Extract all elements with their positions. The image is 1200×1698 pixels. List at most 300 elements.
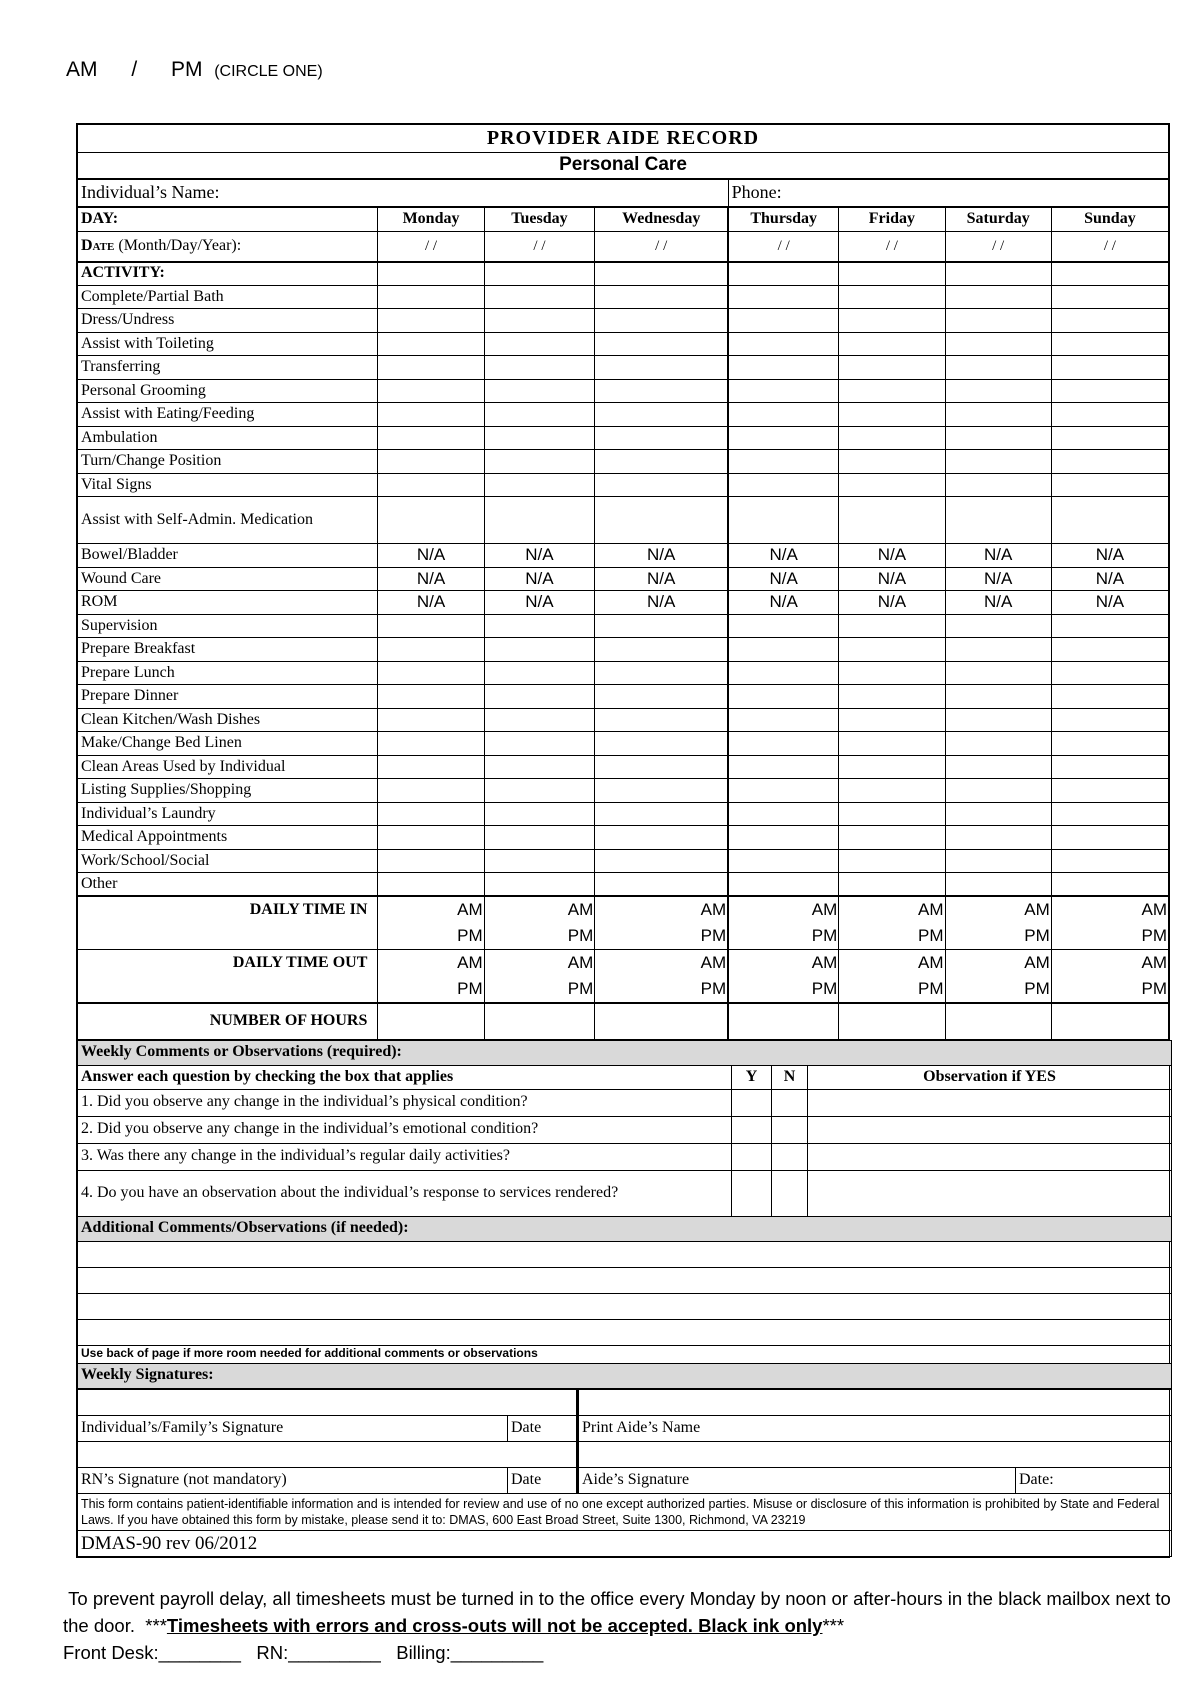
phone-label: Phone: [731, 182, 782, 203]
no-checkbox[interactable] [772, 1170, 808, 1216]
time-in-cell[interactable] [728, 896, 839, 950]
activity-cell[interactable] [839, 379, 945, 403]
activity-cell[interactable] [945, 661, 1051, 685]
pm-mark: PM [811, 926, 838, 945]
activity-cell[interactable] [484, 755, 595, 779]
na-cell: N/A [484, 567, 595, 591]
activity-cell[interactable] [1051, 309, 1168, 333]
hours-cell[interactable] [484, 1003, 595, 1039]
activity-name: Assist with Self-Admin. Medication [78, 497, 378, 544]
am-mark: AM [811, 953, 838, 972]
weekly-comments-header: Weekly Comments or Observations (required): [78, 1040, 1172, 1065]
activity-cell[interactable] [378, 285, 484, 309]
activity-name: ROM [78, 591, 378, 615]
am-mark: AM [567, 900, 594, 919]
activity-cell[interactable] [728, 802, 839, 826]
activity-name: Clean Areas Used by Individual [78, 755, 378, 779]
activity-cell[interactable] [839, 473, 945, 497]
activity-cell[interactable] [1051, 379, 1168, 403]
observation-field[interactable] [808, 1089, 1172, 1116]
no-column-header: N [772, 1065, 808, 1089]
question: 1. Did you observe any change in the individual’s physical condition? [78, 1089, 732, 1116]
activity-cell[interactable] [595, 262, 728, 286]
date-cell[interactable]: / / [839, 232, 945, 262]
payroll-notice: To prevent payroll delay, all timesheets must be turned in to the office every Monday by noon or after-hours in the black mailbox next to the door. [63, 1588, 1171, 1636]
observation-field[interactable] [808, 1116, 1172, 1143]
activity-cell[interactable] [1051, 332, 1168, 356]
activity-cell[interactable] [945, 285, 1051, 309]
activity-cell[interactable] [728, 755, 839, 779]
aide-signature-field[interactable] [578, 1441, 1172, 1467]
activity-cell[interactable] [378, 849, 484, 873]
form-title: PROVIDER AIDE RECORD [78, 125, 1169, 153]
activity-cell[interactable] [595, 285, 728, 309]
pm-mark: PM [457, 926, 483, 945]
activity-name: Bowel/Bladder [78, 544, 378, 568]
activity-cell[interactable] [728, 285, 839, 309]
pm-mark: PM [567, 926, 594, 945]
activity-cell[interactable] [484, 473, 595, 497]
time-out-cell[interactable] [839, 950, 945, 1004]
additional-comments-header: Additional Comments/Observations (if needed): [78, 1216, 1172, 1241]
activity-cell[interactable] [378, 426, 484, 450]
comment-line[interactable] [78, 1241, 1172, 1267]
time-out-cell[interactable] [945, 950, 1051, 1004]
activity-cell[interactable] [839, 356, 945, 380]
activity-cell[interactable] [484, 403, 595, 427]
phone-field[interactable] [728, 179, 1168, 207]
no-checkbox[interactable] [772, 1089, 808, 1116]
activity-cell[interactable] [728, 849, 839, 873]
time-in-cell[interactable] [839, 896, 945, 950]
pm-mark: PM [1141, 926, 1167, 945]
activity-cell[interactable] [1051, 473, 1168, 497]
activity-cell[interactable] [728, 356, 839, 380]
activity-cell[interactable] [595, 403, 728, 427]
activity-cell[interactable] [1051, 826, 1168, 850]
time-in-cell[interactable] [378, 896, 484, 950]
date-cell[interactable]: / / [945, 232, 1051, 262]
activity-name: Make/Change Bed Linen [78, 732, 378, 756]
activity-cell[interactable] [839, 332, 945, 356]
activity-cell[interactable] [595, 638, 728, 662]
yes-checkbox[interactable] [732, 1089, 772, 1116]
activity-cell[interactable] [728, 309, 839, 333]
time-out-cell[interactable] [728, 950, 839, 1004]
activity-cell[interactable] [484, 708, 595, 732]
provider-aide-record-form [76, 123, 1170, 1558]
date-cell[interactable]: / / [484, 232, 595, 262]
na-cell: N/A [595, 591, 728, 615]
am-mark: AM [1024, 953, 1050, 972]
time-out-cell[interactable] [595, 950, 728, 1004]
activity-cell[interactable] [839, 755, 945, 779]
activity-cell[interactable] [484, 685, 595, 709]
activity-cell[interactable] [728, 450, 839, 474]
aide-signature-label: Aide’s Signature [578, 1467, 1016, 1493]
activity-cell[interactable] [484, 426, 595, 450]
activity-cell[interactable] [945, 708, 1051, 732]
observation-field[interactable] [808, 1170, 1172, 1216]
activity-cell[interactable] [839, 661, 945, 685]
activity-cell[interactable] [484, 732, 595, 756]
time-in-cell[interactable] [484, 896, 595, 950]
activity-cell[interactable] [945, 309, 1051, 333]
activity-cell[interactable] [484, 309, 595, 333]
activity-cell[interactable] [1051, 708, 1168, 732]
activity-cell[interactable] [1051, 661, 1168, 685]
activity-name: Medical Appointments [78, 826, 378, 850]
front-desk-field[interactable]: Front Desk:________ [63, 1642, 241, 1663]
pm-mark: PM [811, 979, 838, 998]
activity-cell[interactable] [945, 685, 1051, 709]
yes-checkbox[interactable] [732, 1116, 772, 1143]
circle-one-note: (CIRCLE ONE) [214, 63, 323, 80]
activity-cell[interactable] [839, 873, 945, 897]
activity-name: Prepare Dinner [78, 685, 378, 709]
na-cell: N/A [1051, 544, 1168, 568]
date-cell[interactable]: / / [1051, 232, 1168, 262]
activity-cell[interactable] [728, 826, 839, 850]
activity-cell[interactable] [1051, 285, 1168, 309]
activity-cell[interactable] [378, 332, 484, 356]
na-cell: N/A [839, 544, 945, 568]
hours-cell[interactable] [1051, 1003, 1168, 1039]
activity-cell[interactable] [595, 426, 728, 450]
activity-cell[interactable] [595, 826, 728, 850]
activity-cell[interactable] [1051, 755, 1168, 779]
activity-cell[interactable] [945, 497, 1051, 544]
activity-cell[interactable] [728, 262, 839, 286]
na-cell: N/A [378, 544, 484, 568]
family-signature-label: Individual’s/Family’s Signature [78, 1415, 508, 1441]
family-signature-field[interactable] [78, 1389, 578, 1415]
am-pm-selector [66, 58, 323, 82]
activity-name: Prepare Lunch [78, 661, 378, 685]
activity-cell[interactable] [839, 403, 945, 427]
activity-cell[interactable] [728, 779, 839, 803]
activity-cell[interactable] [378, 755, 484, 779]
day-header: Saturday [945, 207, 1051, 232]
activity-cell[interactable] [945, 826, 1051, 850]
am-mark: AM [918, 900, 944, 919]
activity-cell[interactable] [945, 262, 1051, 286]
activity-cell[interactable] [378, 826, 484, 850]
na-cell: N/A [484, 544, 595, 568]
na-cell: N/A [484, 591, 595, 615]
activity-cell[interactable] [378, 379, 484, 403]
activity-cell[interactable] [378, 638, 484, 662]
time-in-cell[interactable] [595, 896, 728, 950]
activity-cell[interactable] [484, 779, 595, 803]
activity-name: Assist with Eating/Feeding [78, 403, 378, 427]
time-out-cell[interactable] [378, 950, 484, 1004]
activity-label: ACTIVITY: [78, 262, 378, 286]
activity-cell[interactable] [595, 755, 728, 779]
activity-cell[interactable] [378, 685, 484, 709]
observations-table [77, 1040, 1172, 1389]
activity-cell[interactable] [728, 426, 839, 450]
activity-cell[interactable] [728, 614, 839, 638]
am-mark: AM [918, 953, 944, 972]
activity-cell[interactable] [1051, 802, 1168, 826]
date-label [78, 232, 378, 262]
activity-cell[interactable] [1051, 450, 1168, 474]
hours-cell[interactable] [595, 1003, 728, 1039]
activity-cell[interactable] [945, 849, 1051, 873]
activity-cell[interactable] [1051, 262, 1168, 286]
activity-cell[interactable] [595, 873, 728, 897]
activity-cell[interactable] [595, 332, 728, 356]
activity-cell[interactable] [484, 262, 595, 286]
individual-name-field[interactable] [78, 179, 729, 207]
activity-cell[interactable] [595, 732, 728, 756]
pm-mark: PM [457, 979, 483, 998]
rn-signature-label: RN’s Signature (not mandatory) [78, 1467, 508, 1493]
activity-name: Transferring [78, 356, 378, 380]
activity-cell[interactable] [839, 262, 945, 286]
activity-cell[interactable] [728, 685, 839, 709]
no-checkbox[interactable] [772, 1116, 808, 1143]
activity-cell[interactable] [595, 379, 728, 403]
activity-cell[interactable] [728, 638, 839, 662]
activity-cell[interactable] [728, 332, 839, 356]
activity-cell[interactable] [484, 614, 595, 638]
comment-line[interactable] [78, 1319, 1172, 1345]
activity-cell[interactable] [595, 309, 728, 333]
activity-cell[interactable] [595, 849, 728, 873]
activity-cell[interactable] [945, 638, 1051, 662]
hours-cell[interactable] [945, 1003, 1051, 1039]
activity-cell[interactable] [839, 685, 945, 709]
activity-cell[interactable] [839, 614, 945, 638]
activity-cell[interactable] [945, 779, 1051, 803]
rn-signature-field[interactable] [78, 1441, 578, 1467]
activity-cell[interactable] [945, 356, 1051, 380]
activity-cell[interactable] [484, 497, 595, 544]
activity-cell[interactable] [945, 332, 1051, 356]
activity-cell[interactable] [728, 379, 839, 403]
activity-cell[interactable] [1051, 732, 1168, 756]
activity-cell[interactable] [945, 755, 1051, 779]
activity-cell[interactable] [595, 497, 728, 544]
na-cell: N/A [728, 591, 839, 615]
rn-field[interactable]: RN:_________ [256, 1642, 381, 1663]
activity-cell[interactable] [945, 379, 1051, 403]
pm-mark: PM [918, 979, 944, 998]
activity-cell[interactable] [484, 661, 595, 685]
activity-cell[interactable] [1051, 849, 1168, 873]
form-number: DMAS-90 rev 06/2012 [78, 1531, 1172, 1557]
na-cell: N/A [945, 567, 1051, 591]
pm-mark: PM [1024, 926, 1050, 945]
activity-cell[interactable] [378, 802, 484, 826]
hours-cell[interactable] [839, 1003, 945, 1039]
date-label-suffix: (Month/Day/Year): [114, 237, 242, 255]
activity-cell[interactable] [484, 638, 595, 662]
activity-cell[interactable] [1051, 356, 1168, 380]
activity-cell[interactable] [728, 873, 839, 897]
activity-cell[interactable] [728, 661, 839, 685]
activity-cell[interactable] [378, 614, 484, 638]
activity-cell[interactable] [378, 309, 484, 333]
activity-cell[interactable] [1051, 614, 1168, 638]
payroll-instructions [63, 1585, 1183, 1666]
activity-cell[interactable] [484, 285, 595, 309]
activity-cell[interactable] [839, 638, 945, 662]
billing-field[interactable]: Billing:_________ [396, 1642, 544, 1663]
yes-checkbox[interactable] [732, 1170, 772, 1216]
question: 2. Did you observe any change in the individual’s emotional condition? [78, 1116, 732, 1143]
activity-cell[interactable] [378, 732, 484, 756]
date-cell[interactable]: / / [378, 232, 484, 262]
activity-cell[interactable] [595, 708, 728, 732]
activity-cell[interactable] [378, 473, 484, 497]
activity-cell[interactable] [1051, 873, 1168, 897]
day-header: Tuesday [484, 207, 595, 232]
individual-name-label: Individual’s Name: [81, 182, 220, 203]
activity-cell[interactable] [595, 685, 728, 709]
back-of-page-note: Use back of page if more room needed for additional comments or observations [78, 1345, 1172, 1363]
activity-cell[interactable] [839, 802, 945, 826]
activity-cell[interactable] [839, 497, 945, 544]
time-out-cell[interactable] [1051, 950, 1168, 1004]
question: 3. Was there any change in the individual’s regular daily activities? [78, 1143, 732, 1170]
activity-cell[interactable] [839, 826, 945, 850]
activity-cell[interactable] [595, 356, 728, 380]
activity-cell[interactable] [484, 356, 595, 380]
activity-name: Turn/Change Position [78, 450, 378, 474]
activity-cell[interactable] [378, 403, 484, 427]
pm-option[interactable]: PM [171, 58, 203, 81]
na-cell: N/A [378, 567, 484, 591]
activity-cell[interactable] [595, 450, 728, 474]
date-cell[interactable]: / / [728, 232, 839, 262]
activity-cell[interactable] [839, 285, 945, 309]
activity-cell[interactable] [484, 379, 595, 403]
am-mark: AM [457, 900, 483, 919]
form-subtitle: Personal Care [78, 153, 1169, 179]
activity-cell[interactable] [595, 661, 728, 685]
activity-cell[interactable] [839, 732, 945, 756]
na-cell: N/A [728, 544, 839, 568]
hours-cell[interactable] [378, 1003, 484, 1039]
comment-line[interactable] [78, 1293, 1172, 1319]
activity-cell[interactable] [595, 473, 728, 497]
activity-cell[interactable] [1051, 685, 1168, 709]
activity-cell[interactable] [378, 497, 484, 544]
time-in-cell[interactable] [1051, 896, 1168, 950]
activity-cell[interactable] [1051, 497, 1168, 544]
activity-name: Vital Signs [78, 473, 378, 497]
activity-cell[interactable] [728, 708, 839, 732]
observation-field[interactable] [808, 1143, 1172, 1170]
am-mark: AM [700, 900, 727, 919]
activity-cell[interactable] [378, 262, 484, 286]
activity-cell[interactable] [839, 849, 945, 873]
activity-cell[interactable] [595, 779, 728, 803]
activity-cell[interactable] [945, 403, 1051, 427]
activity-cell[interactable] [378, 708, 484, 732]
activity-cell[interactable] [378, 779, 484, 803]
activity-cell[interactable] [945, 450, 1051, 474]
yes-column-header: Y [732, 1065, 772, 1089]
activity-cell[interactable] [839, 426, 945, 450]
day-header: Friday [839, 207, 945, 232]
activity-cell[interactable] [484, 450, 595, 474]
activity-cell[interactable] [728, 473, 839, 497]
activity-cell[interactable] [484, 332, 595, 356]
activity-cell[interactable] [378, 450, 484, 474]
activity-cell[interactable] [945, 732, 1051, 756]
activity-cell[interactable] [728, 497, 839, 544]
confidentiality-notice: This form contains patient-identifiable information and is intended for review and use of no one except authorized parties. Misuse or disclosure of this information is prohibited by State and Federal Laws. If you have obtained this form by mistake, please send it to: DMAS, 600 East Broad Street, Suite 1300, Richmond, VA 23219 [78, 1493, 1172, 1531]
activity-cell[interactable] [839, 708, 945, 732]
activity-cell[interactable] [1051, 426, 1168, 450]
na-cell: N/A [945, 591, 1051, 615]
activity-cell[interactable] [728, 403, 839, 427]
activity-cell[interactable] [728, 732, 839, 756]
time-out-cell[interactable] [484, 950, 595, 1004]
na-cell: N/A [839, 591, 945, 615]
activity-cell[interactable] [484, 849, 595, 873]
activity-cell[interactable] [378, 873, 484, 897]
yes-checkbox[interactable] [732, 1143, 772, 1170]
time-in-cell[interactable] [945, 896, 1051, 950]
activity-name: Assist with Toileting [78, 332, 378, 356]
am-option[interactable]: AM [66, 58, 98, 81]
am-mark: AM [811, 900, 838, 919]
activity-cell[interactable] [484, 802, 595, 826]
activity-cell[interactable] [595, 802, 728, 826]
activity-cell[interactable] [1051, 403, 1168, 427]
daily-time-out-label: DAILY TIME OUT [78, 950, 378, 1004]
activity-cell[interactable] [945, 873, 1051, 897]
activity-cell[interactable] [839, 450, 945, 474]
activity-cell[interactable] [945, 802, 1051, 826]
na-cell: N/A [839, 567, 945, 591]
activity-cell[interactable] [1051, 779, 1168, 803]
pm-mark: PM [700, 926, 727, 945]
errors-warning: Timesheets with errors and cross-outs will not be accepted. Black ink only [166, 1615, 823, 1636]
activity-cell[interactable] [1051, 638, 1168, 662]
activity-cell[interactable] [595, 614, 728, 638]
activity-cell[interactable] [484, 873, 595, 897]
activity-cell[interactable] [839, 779, 945, 803]
no-checkbox[interactable] [772, 1143, 808, 1170]
activity-cell[interactable] [839, 309, 945, 333]
print-aide-name-label: Print Aide’s Name [578, 1415, 1172, 1441]
pm-mark: PM [700, 979, 727, 998]
activity-name: Complete/Partial Bath [78, 285, 378, 309]
activity-name: Ambulation [78, 426, 378, 450]
na-cell: N/A [945, 544, 1051, 568]
activity-cell[interactable] [378, 356, 484, 380]
activity-cell[interactable] [945, 473, 1051, 497]
activity-cell[interactable] [484, 826, 595, 850]
activity-cell[interactable] [378, 661, 484, 685]
aide-date-label: Date: [1016, 1467, 1172, 1493]
na-cell: N/A [1051, 591, 1168, 615]
date-cell[interactable]: / / [595, 232, 728, 262]
print-aide-name-field[interactable] [578, 1389, 1172, 1415]
hours-cell[interactable] [728, 1003, 839, 1039]
activity-name: Work/School/Social [78, 849, 378, 873]
pm-mark: PM [567, 979, 594, 998]
activity-cell[interactable] [945, 426, 1051, 450]
activity-cell[interactable] [945, 614, 1051, 638]
comment-line[interactable] [78, 1267, 1172, 1293]
